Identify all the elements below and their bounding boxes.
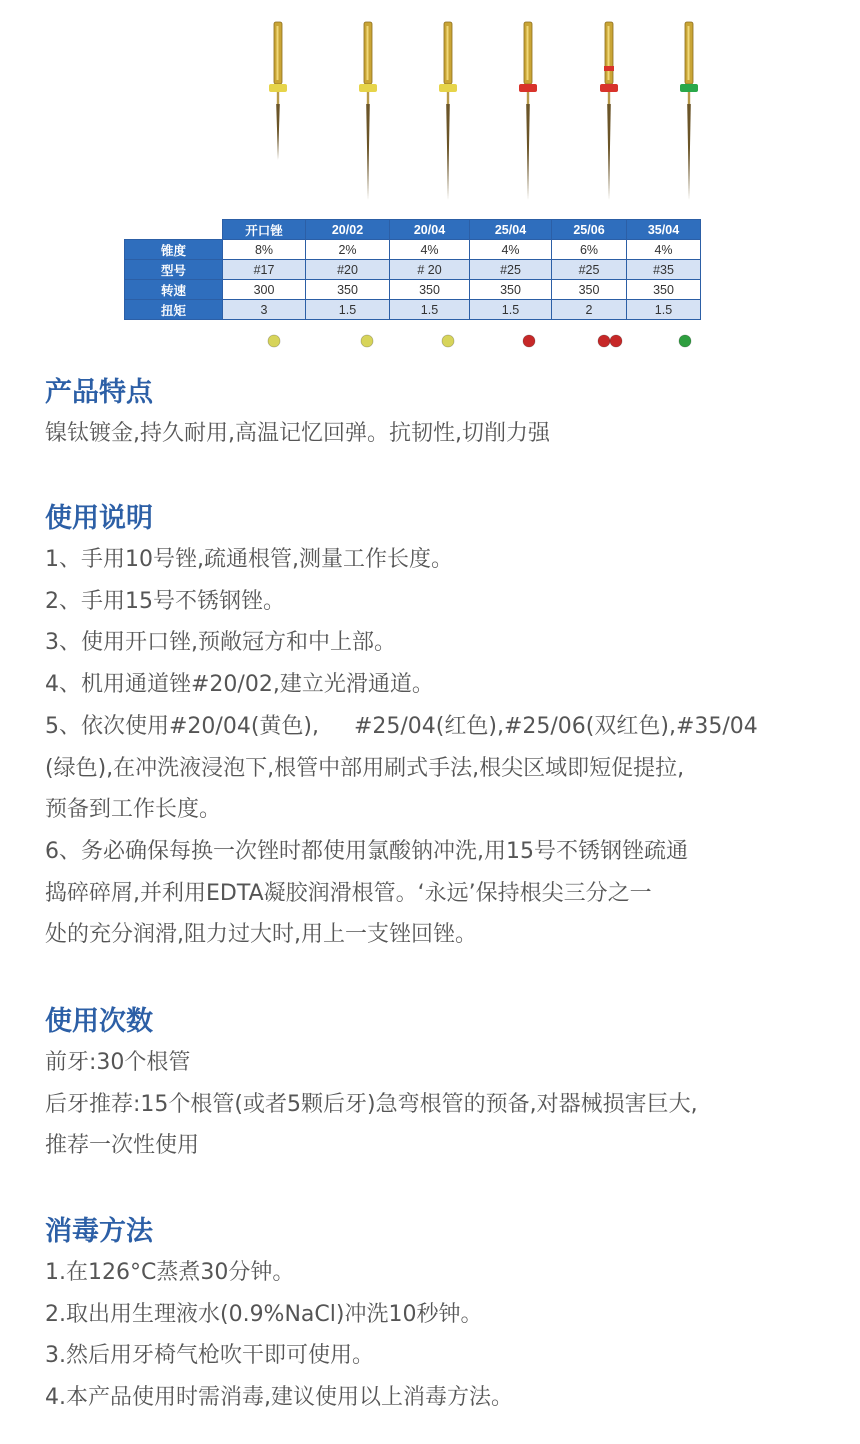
text-line: 5、依次使用#20/04(黄色), #25/04(红色),#25/06(双红色),#35/04 <box>45 713 758 739</box>
table-cell: 6% <box>552 240 627 260</box>
file-color-ring <box>600 84 618 92</box>
table-cell: 8% <box>223 240 306 260</box>
table-cell: #25 <box>470 260 552 280</box>
table-corner-cell <box>125 220 223 240</box>
table-cell: 3 <box>223 300 306 320</box>
usage-section <box>45 501 825 956</box>
table-cell: 1.5 <box>470 300 552 320</box>
color-dot <box>523 335 535 347</box>
table-row <box>125 240 701 260</box>
text-line: 处的充分润滑,阻力过大时,用上一支锉回锉。 <box>45 922 477 948</box>
row-header: 扭矩 <box>125 300 223 320</box>
file-color-ring <box>680 84 698 92</box>
file-color-ring <box>359 84 377 92</box>
endodontic-file <box>359 22 377 200</box>
table-cell: 350 <box>470 280 552 300</box>
text-line: 后牙推荐:15个根管(或者5颗后牙)急弯根管的预备,对器械损害巨大, <box>45 1091 698 1117</box>
table-row <box>125 260 701 280</box>
text-line: (绿色),在冲洗液浸泡下,根管中部用刷式手法,根尖区域即短促提拉, <box>45 755 685 781</box>
file-color-ring <box>269 84 287 92</box>
table-cell: #20 <box>306 260 390 280</box>
table-row <box>125 300 701 320</box>
endodontic-file <box>600 22 618 200</box>
table-cell: 350 <box>627 280 701 300</box>
table-cell: #17 <box>223 260 306 280</box>
color-dot <box>268 335 280 347</box>
file-blade <box>276 104 280 160</box>
text-line: 捣碎碎屑,并利用EDTA凝胶润滑根管。‘永远’保持根尖三分之一 <box>45 880 652 906</box>
file-blade <box>607 104 611 200</box>
color-dot <box>679 335 691 347</box>
table-cell: # 20 <box>390 260 470 280</box>
text-line: 预备到工作长度。 <box>45 797 222 823</box>
row-header: 转速 <box>125 280 223 300</box>
table-cell: 4% <box>390 240 470 260</box>
column-header: 25/06 <box>552 220 627 240</box>
file-color-ring <box>519 84 537 92</box>
table-header-row <box>125 220 701 240</box>
column-header: 25/04 <box>470 220 552 240</box>
text-line: 1、手用10号锉,疏通根管,测量工作长度。 <box>45 547 453 572</box>
row-header: 锥度 <box>125 240 223 260</box>
text-line: 1.在126°C蒸煮30分钟。 <box>45 1260 295 1285</box>
text-line: 4、机用通道锉#20/02,建立光滑通道。 <box>45 672 434 698</box>
column-header: 35/04 <box>627 220 701 240</box>
endodontic-file <box>680 22 698 200</box>
file-blade <box>366 104 370 200</box>
text-line: 2、手用15号不锈钢锉。 <box>45 588 285 614</box>
table-cell: 4% <box>627 240 701 260</box>
endodontic-file <box>519 22 537 200</box>
table-cell: 1.5 <box>390 300 470 320</box>
endodontic-file <box>269 22 287 160</box>
column-header: 开口锉 <box>223 220 306 240</box>
file-color-band <box>604 66 614 71</box>
file-blade <box>446 104 450 200</box>
endodontic-file <box>439 22 457 200</box>
table-cell: 1.5 <box>306 300 390 320</box>
color-dot <box>361 335 373 347</box>
section-title-disinfect: 消毒方法 <box>45 1216 153 1247</box>
table-cell: #35 <box>627 260 701 280</box>
text-line: 镍钛镀金,持久耐用,高温记忆回弹。抗韧性,切削力强 <box>45 421 550 446</box>
table-cell: 2% <box>306 240 390 260</box>
table-row <box>125 280 701 300</box>
text-line: 3、使用开口锉,预敞冠方和中上部。 <box>45 630 396 656</box>
features-section <box>45 375 825 455</box>
table-cell: 300 <box>223 280 306 300</box>
table-cell: 350 <box>306 280 390 300</box>
color-indicator-dots <box>0 330 860 352</box>
file-blade <box>526 104 530 200</box>
row-header: 型号 <box>125 260 223 280</box>
section-title-features: 产品特点 <box>45 377 153 408</box>
color-dot <box>610 335 622 347</box>
text-line: 3.然后用牙椅气枪吹干即可使用。 <box>45 1343 374 1369</box>
column-header: 20/02 <box>306 220 390 240</box>
text-line: 6、务必确保每换一次锉时都使用氯酸钠冲洗,用15号不锈钢锉疏通 <box>45 838 688 864</box>
disinfect-section <box>45 1214 825 1419</box>
times-section <box>45 1004 825 1167</box>
table-cell: 350 <box>390 280 470 300</box>
endodontic-files-illustration <box>0 0 860 215</box>
text-line: 推荐一次性使用 <box>45 1133 200 1159</box>
table-cell: 350 <box>552 280 627 300</box>
file-color-ring <box>439 84 457 92</box>
table-cell: 1.5 <box>627 300 701 320</box>
section-title-times: 使用次数 <box>45 1006 153 1037</box>
table-cell: #25 <box>552 260 627 280</box>
color-dot <box>598 335 610 347</box>
spec-table <box>124 219 701 320</box>
table-cell: 4% <box>470 240 552 260</box>
column-header: 20/04 <box>390 220 470 240</box>
file-blade <box>687 104 691 200</box>
text-line: 2.取出用生理液水(0.9%NaCl)冲洗10秒钟。 <box>45 1301 483 1327</box>
color-dot <box>442 335 454 347</box>
section-title-usage: 使用说明 <box>45 503 153 534</box>
table-cell: 2 <box>552 300 627 320</box>
text-line: 4.本产品使用时需消毒,建议使用以上消毒方法。 <box>45 1385 513 1411</box>
text-line: 前牙:30个根管 <box>45 1050 191 1075</box>
